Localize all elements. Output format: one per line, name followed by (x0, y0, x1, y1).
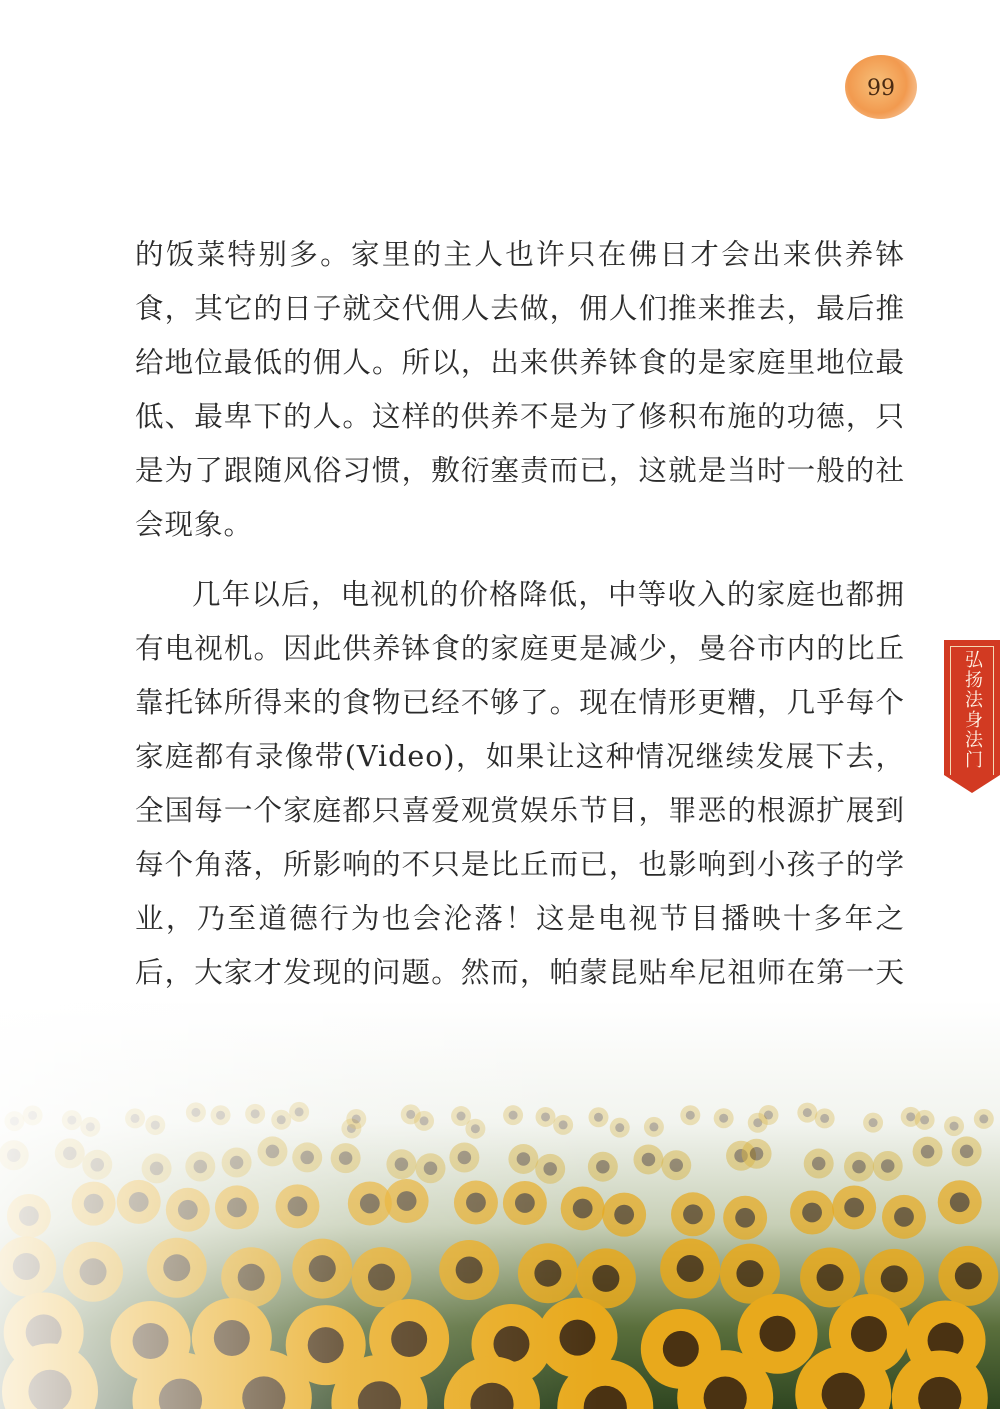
sunflower (439, 1240, 499, 1300)
sunflower (535, 1154, 565, 1184)
sunflower (271, 1110, 291, 1130)
sunflower (142, 1153, 172, 1183)
sunflower (72, 1182, 116, 1226)
sunflower-field-image (0, 1000, 1000, 1409)
sunflower (863, 1113, 883, 1133)
sunflower (561, 1186, 605, 1230)
paragraph-2: 几年以后，电视机的价格降低，中等收入的家庭也都拥有电视机。因此供养钵食的家庭更是减少，曼谷市内的比丘靠托钵所得来的食物已经不够了。现在情形更糟，几乎每个家庭都有录像带(Video)，如果让这种情况继续发展下去，全国每一个家庭都只喜爱观赏娱乐节目，罪恶的根源扩展到每个角落，所影响的不只是比丘而已，也影响到小孩子的学业，乃至道德行为也会沦落！这是电视节目播映十多年之后，大家才发现的问题。然而，帕蒙昆贴牟尼祖师在第一天 (135, 578, 905, 989)
sunflower (758, 1105, 778, 1125)
sunflower (804, 1149, 834, 1179)
sunflower (275, 1184, 319, 1228)
sunflower (386, 1149, 416, 1179)
sunflower (503, 1181, 547, 1225)
sunflower (660, 1238, 720, 1298)
sunflower (289, 1102, 309, 1122)
sunflower (385, 1179, 429, 1223)
sunflower (449, 1142, 479, 1172)
sunflower (503, 1105, 523, 1125)
sunflower (553, 1115, 573, 1135)
sunflower (644, 1117, 664, 1137)
page-number: 99 (867, 75, 895, 101)
sunflower (222, 1148, 252, 1178)
sunflower (610, 1118, 630, 1138)
sunflower (661, 1150, 691, 1180)
sunflower (508, 1144, 538, 1174)
chapter-side-tab (944, 640, 1000, 775)
sunflower (915, 1110, 935, 1130)
paragraph-1: 的饭菜特别多。家里的主人也许只在佛日才会出来供养钵食，其它的日子就交代佣人去做，佣人们推来推去，最后推给地位最低的佣人。所以，出来供养钵食的是家庭里地位最低、最卑下的人。这样的供养不是为了修积布施的功德，只是为了跟随风俗习惯，敷衍塞责而已，这就是当时一般的社会现象。 (135, 238, 905, 541)
sunflower (414, 1111, 434, 1131)
sunflower (815, 1108, 835, 1128)
sunflower (125, 1108, 145, 1128)
sunflower (938, 1180, 982, 1224)
sunflower-illustration (0, 1000, 1000, 1409)
sunflower (633, 1144, 663, 1174)
sunflower (588, 1152, 618, 1182)
sunflower (4, 1111, 24, 1131)
sunflower (680, 1105, 700, 1125)
sunflower (723, 1196, 767, 1240)
sunflower (602, 1193, 646, 1237)
sunflower (714, 1108, 734, 1128)
sunflower (832, 1185, 876, 1229)
sunflower (944, 1116, 964, 1136)
sunflower (844, 1152, 874, 1182)
sunflower (147, 1238, 207, 1298)
sunflower (0, 1236, 56, 1296)
sunflower (588, 1107, 608, 1127)
sunflower (346, 1109, 366, 1129)
page-number-badge (845, 55, 917, 119)
sunflower (938, 1246, 998, 1306)
sunflower (257, 1136, 287, 1166)
sunflower (117, 1180, 161, 1224)
sunflower (671, 1192, 715, 1236)
sunflower (215, 1185, 259, 1229)
sunflower (63, 1242, 123, 1302)
sunflower (952, 1136, 982, 1166)
sunflower (145, 1115, 165, 1135)
sunflower (7, 1194, 51, 1238)
side-tab-label: 弘扬法身法门 (962, 650, 983, 770)
sunflower (882, 1195, 926, 1239)
sunflower (465, 1119, 485, 1139)
sunflower (913, 1137, 943, 1167)
sunflower (351, 1247, 411, 1307)
sunflower (0, 1140, 29, 1170)
sunflower (185, 1151, 215, 1181)
sunflower (186, 1102, 206, 1122)
sunflower (80, 1117, 100, 1137)
sunflower (82, 1150, 112, 1180)
sunflower (166, 1188, 210, 1232)
sunflower (454, 1181, 498, 1225)
sunflower (55, 1138, 85, 1168)
sunflower (23, 1105, 43, 1125)
sunflower (292, 1239, 352, 1299)
sunflower (742, 1139, 772, 1169)
sunflower (518, 1243, 578, 1303)
sunflower (211, 1105, 231, 1125)
sunflower (536, 1107, 556, 1127)
sunflower (245, 1104, 265, 1124)
sunflower (974, 1109, 994, 1129)
sunflower (797, 1103, 817, 1123)
sunflower (416, 1153, 446, 1183)
sunflower (331, 1143, 361, 1173)
sunflower (790, 1191, 834, 1235)
sunflower (62, 1110, 82, 1130)
sunflower (873, 1151, 903, 1181)
sunflower (292, 1142, 322, 1172)
